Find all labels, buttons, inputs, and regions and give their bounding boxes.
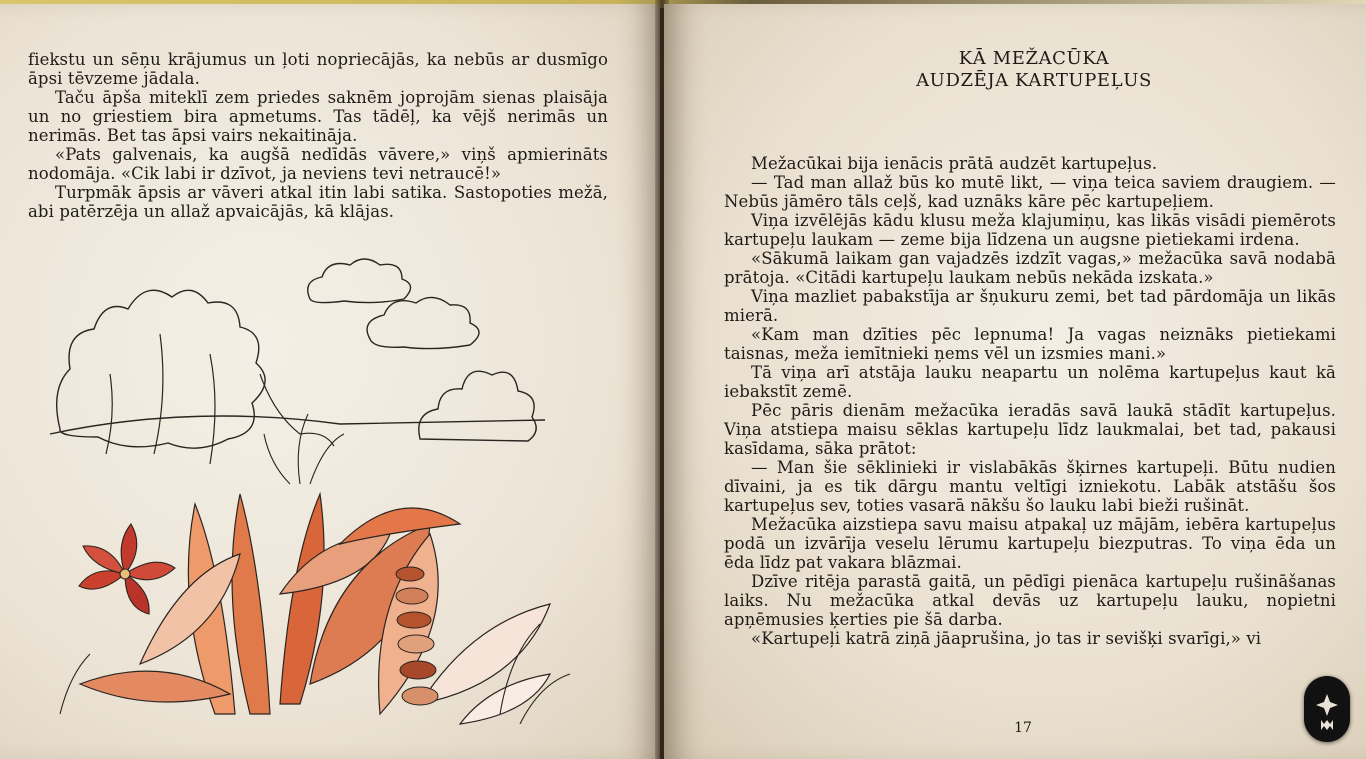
cloud-icon <box>367 297 479 348</box>
story-title <box>824 48 1244 92</box>
paragraph: «Pats galvenais, ka augšā nedīdās vāvere,» viņš apmierināts nodomāja. «Cik labi ir dzīvot, ja neviens tevi netraucē!» <box>28 145 608 183</box>
paragraph: fiekstu un sēņu krājumus un ļoti nopriecājās, ka nebūs ar dusmīgo āpsi tēvzeme jādala. <box>28 50 608 88</box>
story-title-line: KĀ MEŽACŪKA <box>958 48 1110 69</box>
paragraph: Mežacūkai bija ienācis prātā audzēt kartupeļus. <box>751 154 1158 173</box>
right-page-text <box>724 154 1336 648</box>
left-page <box>0 4 660 759</box>
story-title-line: AUDZĒJA KARTUPEĻUS <box>916 70 1152 91</box>
tree-cluster-icon <box>57 290 265 448</box>
paragraph: Viņa mazliet pabakstīja ar šņukuru zemi, bet tad pārdomāja un likās mierā. <box>724 287 1336 325</box>
forest-and-plants-drawing-icon <box>40 244 580 744</box>
paragraph: «Kartupeļi katrā ziņā jāaprušina, jo tas ir sevišķi svarīgi,» vi <box>751 629 1262 648</box>
paragraph: Pēc pāris dienām mežacūka ieradās savā laukā stādīt kartupeļus. Viņa atstiepa maisu sēklas kartupeļu līdz laukmalai, bet tad, pakausi kasīdama, sāka prātot: <box>724 401 1336 458</box>
paragraph: Turpmāk āpsis ar vāveri atkal itin labi satika. Sastopoties mežā, abi patērzēja un allaž apvaicājās, kā klājas. <box>28 183 608 221</box>
cloud-icon <box>308 259 411 303</box>
leaf-icon <box>232 494 270 714</box>
left-page-text <box>28 50 608 221</box>
paragraph: «Kam man dzīties pēc lepnuma! Ja vagas neiznāks pietiekami taisnas, meža iemītnieki ņems vēl un izsmies mani.» <box>724 325 1336 363</box>
paragraph: «Sākumā laikam gan vajadzēs izdzīt vagas,» mežacūka savā nodabā prātoja. «Citādi kartupeļu laukam nebūs nekāda izskata.» <box>724 249 1336 287</box>
paragraph: Taču āpša miteklī zem priedes saknēm joprojām sienas plaisāja un no griestiem bira apmetums. Tas tādēļ, ka vējš nerimās un nerimās. Bet tas āpsi vairs nekaitināja. <box>28 88 608 145</box>
paragraph: Dzīve ritēja parastā gaitā, un pēdīgi pienāca kartupeļu rušināšanas laiks. Nu mežacūka atkal devās uz kartupeļu lauku, nopietni apņēmusies ķerties pie šā darba. <box>724 572 1336 629</box>
red-flower-icon <box>79 524 175 614</box>
paragraph: Tā viņa arī atstāja lauku neapartu un nolēma kartupeļus kaut kā iebakstīt zemē. <box>724 363 1336 401</box>
paragraph: Mežacūka aizstiepa savu maisu atpakaļ uz mājām, iebēra kartupeļus podā un izvārīja veselu lērumu kartupeļu biezputras. To viņa ēda un ēda līdz pat vakara blāzmai. <box>724 515 1336 572</box>
paragraph: Viņa izvēlējās kādu klusu meža klajumiņu, kas likās visādi piemērots kartupeļu laukam — zeme bija līdzena un augsne pietiekami irdena. <box>724 211 1336 249</box>
paragraph: — Man šie sēklinieki ir vislabākās šķirnes kartupeļi. Būtu nudien dīvaini, ja es tik dārgu mantu veltīgi izniekotu. Labāk atstāšu šos kartupeļus sev, toties vasarā nākšu šo lauku labi bieži rušināt. <box>724 458 1336 515</box>
right-page <box>664 4 1366 759</box>
watermark-logo-icon <box>1304 676 1350 742</box>
paragraph: — Tad man allaž būs ko mutē likt, — viņa teica saviem draugiem. — Nebūs jāmēro tāls ceļš, kad uznāks kāre pēc kartupeļiem. <box>724 173 1336 211</box>
page-number: 17 <box>1014 720 1032 736</box>
bush-icon <box>419 371 536 441</box>
